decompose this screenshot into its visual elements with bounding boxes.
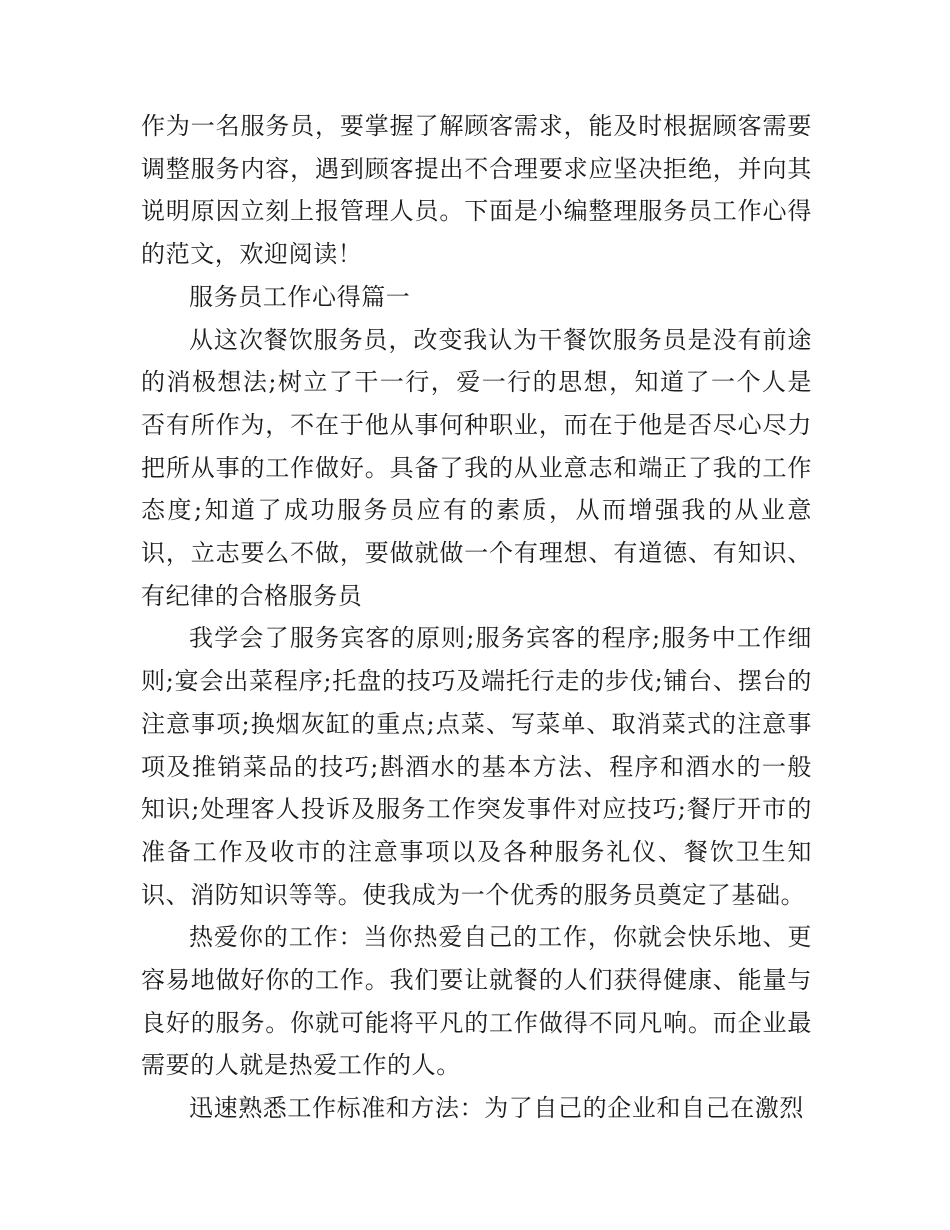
section-heading: 服务员工作心得篇一 <box>189 282 411 311</box>
body-paragraph-2: 我学会了服务宾客的原则;服务宾客的程序;服务中工作细则;宴会出菜程序;托盘的技巧及端托行走的步伐;铺台、摆台的注意事项;换烟灰缸的重点;点菜、写菜单、取消菜式的注意事项及推销菜品的技巧;斟酒水的基本方法、程序和酒水的一般知识;处理客人投诉及服务工作突发事件对应技巧;餐厅开市的准备工作及收市的注意事项以及各种服务礼仪、餐饮卫生知识、消防知识等等。使我成为一个优秀的服务员奠定了基础。 <box>141 624 812 909</box>
intro-paragraph: 作为一名服务员，要掌握了解顾客需求，能及时根据顾客需要调整服务内容，遇到顾客提出不合理要求应坚决拒绝，并向其说明原因立刻上报管理人员。下面是小编整理服务员工作心得的范文，欢迎阅读！ <box>141 112 812 269</box>
body-paragraph-1: 从这次餐饮服务员，改变我认为干餐饮服务员是没有前途的消极想法;树立了干一行，爱一行的思想，知道了一个人是否有所作为，不在于他从事何种职业，而在于他是否尽心尽力把所从事的工作做好。具备了我的从业意志和端正了我的工作态度;知道了成功服务员应有的素质，从而增强我的从业意识，立志要么不做，要做就做一个有理想、有道德、有知识、有纪律的合格服务员 <box>141 325 812 610</box>
body-paragraph-4: 迅速熟悉工作标准和方法：为了自己的企业和自己在激烈 <box>189 1094 804 1123</box>
article-body <box>141 105 812 1130</box>
body-paragraph-3: 热爱你的工作：当你热爱自己的工作，你就会快乐地、更容易地做好你的工作。我们要让就餐的人们获得健康、能量与良好的服务。你就可能将平凡的工作做得不同凡响。而企业最需要的人就是热爱工作的人。 <box>141 923 812 1080</box>
